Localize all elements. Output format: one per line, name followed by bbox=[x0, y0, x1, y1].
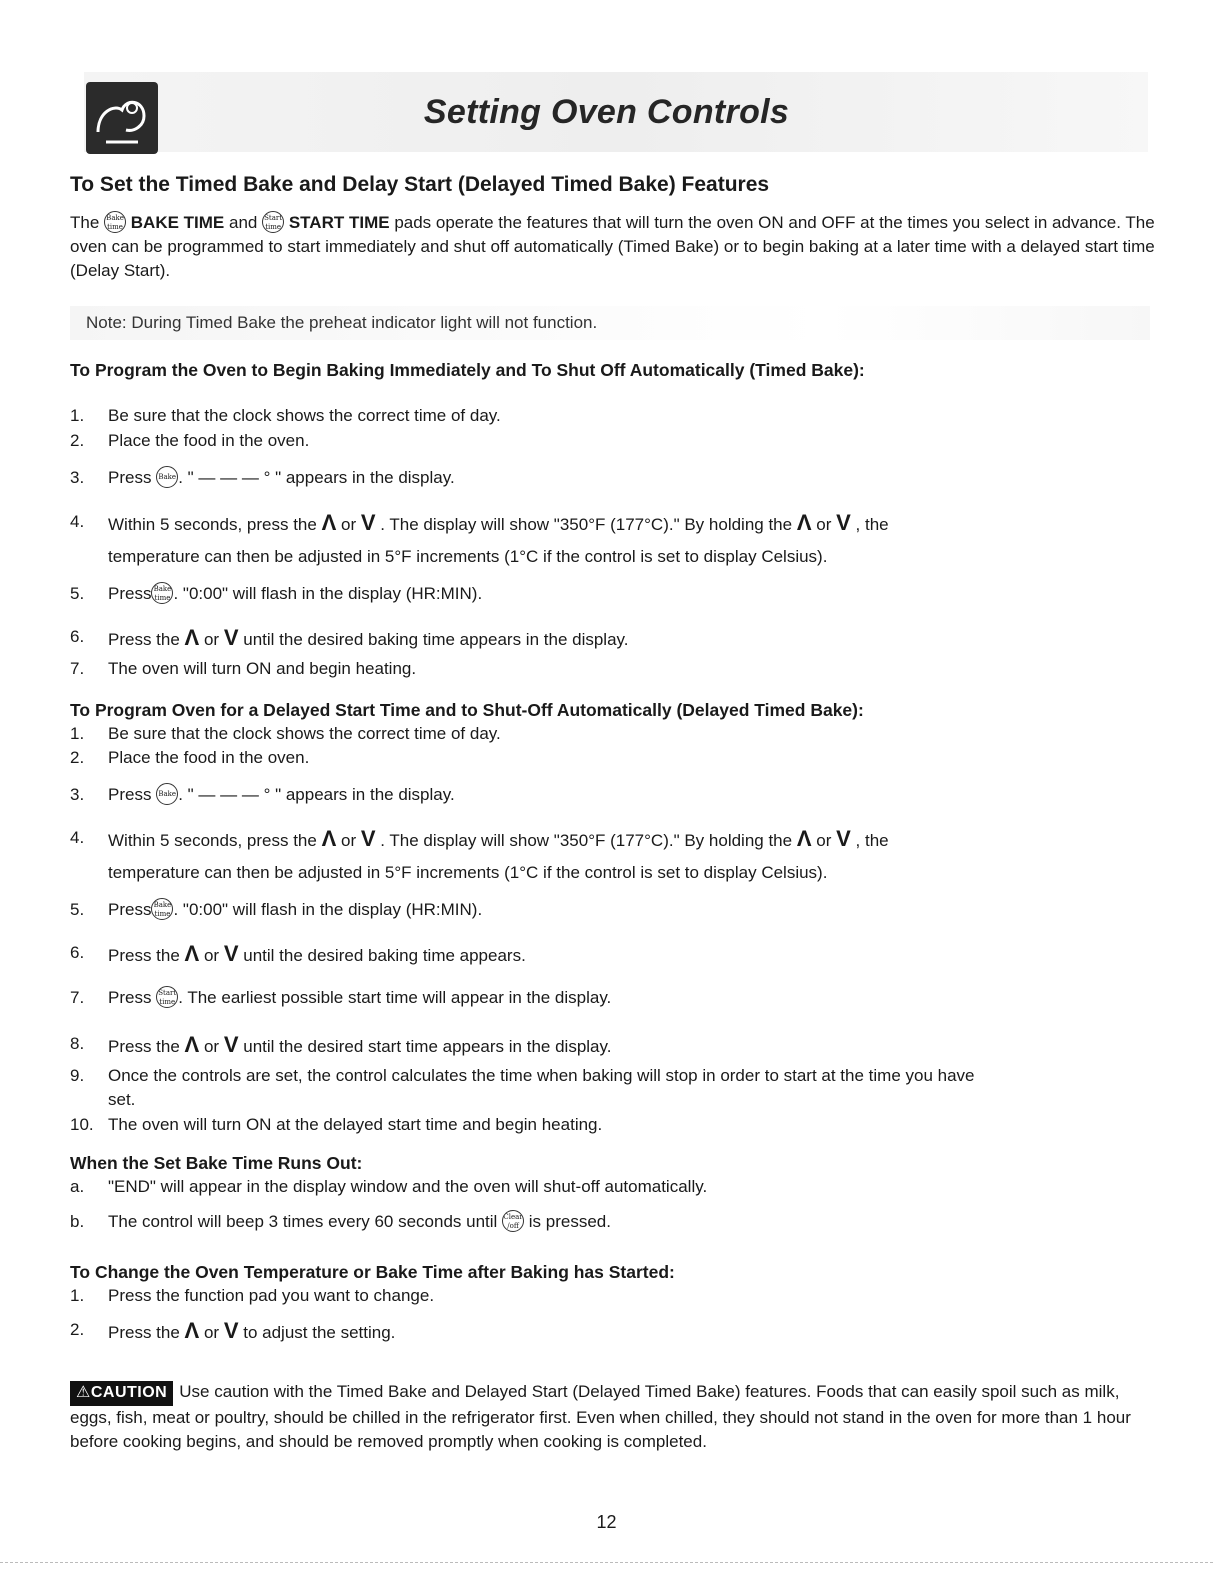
down-arrow-icon: V bbox=[836, 510, 851, 535]
up-arrow-icon: Λ bbox=[321, 510, 337, 535]
down-arrow-icon: V bbox=[223, 1032, 239, 1057]
up-arrow-icon: Λ bbox=[184, 1318, 200, 1343]
start-time-pad-icon: Start time bbox=[156, 986, 178, 1008]
section4-title: To Change the Oven Temperature or Bake Time after Baking has Started: bbox=[70, 1262, 675, 1282]
page-title: Setting Oven Controls bbox=[423, 93, 790, 131]
caution-badge: ⚠CAUTION bbox=[70, 1381, 173, 1406]
section-title: To Set the Timed Bake and Delay Start (Delayed Timed Bake) Features bbox=[70, 173, 770, 196]
bake-pad-icon: Bake bbox=[156, 466, 178, 488]
bake-time-pad-icon: Bake time bbox=[151, 898, 173, 920]
down-arrow-icon: V bbox=[223, 941, 239, 966]
note-box bbox=[70, 306, 1150, 340]
up-arrow-icon: Λ bbox=[796, 510, 812, 535]
down-arrow-icon: V bbox=[836, 826, 851, 851]
up-arrow-icon: Λ bbox=[796, 826, 812, 851]
down-arrow-icon: V bbox=[223, 625, 239, 650]
up-arrow-icon: Λ bbox=[184, 625, 200, 650]
down-arrow-icon: V bbox=[360, 826, 376, 851]
bake-time-pad-icon: Bake time bbox=[104, 211, 126, 233]
note-text: Note: During Timed Bake the preheat indicator light will not function. bbox=[86, 313, 598, 332]
bake-time-pad-icon: Bake time bbox=[151, 582, 173, 604]
up-arrow-icon: Λ bbox=[184, 1032, 200, 1057]
up-arrow-icon: Λ bbox=[321, 826, 337, 851]
bottom-rule bbox=[0, 1562, 1213, 1564]
section2-title: To Program Oven for a Delayed Start Time and to Shut-Off Automatically (Delayed Timed Bake): bbox=[70, 700, 864, 720]
caution-paragraph: ⚠CAUTION Use caution with the Timed Bake and Delayed Start (Delayed Timed Bake) features. Foods that can easily spoil such as milk, eggs, fish, meat or poultry, should be chilled in the refrigerator first. Even when chilled, they should not stand in the oven for more than 1 hour before cooking begins, and should be removed promptly when cooking is completed. bbox=[70, 1382, 1131, 1451]
start-time-label: START TIME bbox=[288, 213, 390, 232]
bake-time-label: BAKE TIME bbox=[130, 213, 225, 232]
page-number: 12 bbox=[596, 1512, 617, 1532]
section3-title: When the Set Bake Time Runs Out: bbox=[70, 1153, 363, 1173]
start-time-pad-icon: Start time bbox=[262, 211, 284, 233]
up-arrow-icon: Λ bbox=[184, 941, 200, 966]
clear-off-pad-icon: Clear /off bbox=[502, 1210, 524, 1232]
intro-paragraph: The Bake time BAKE TIME and Start time START TIME pads operate the features that will turn the oven ON and OFF at the times you select in advance. The oven can be programmed to start immediately and shut off automatically (Timed Bake) or to begin baking at a later time with a delayed start time (Delay Start). bbox=[70, 211, 1160, 282]
down-arrow-icon: V bbox=[360, 510, 376, 535]
bake-pad-icon: Bake bbox=[156, 783, 178, 805]
down-arrow-icon: V bbox=[223, 1318, 239, 1343]
section1-title: To Program the Oven to Begin Baking Immediately and To Shut Off Automatically (Timed Bake): bbox=[70, 360, 865, 380]
